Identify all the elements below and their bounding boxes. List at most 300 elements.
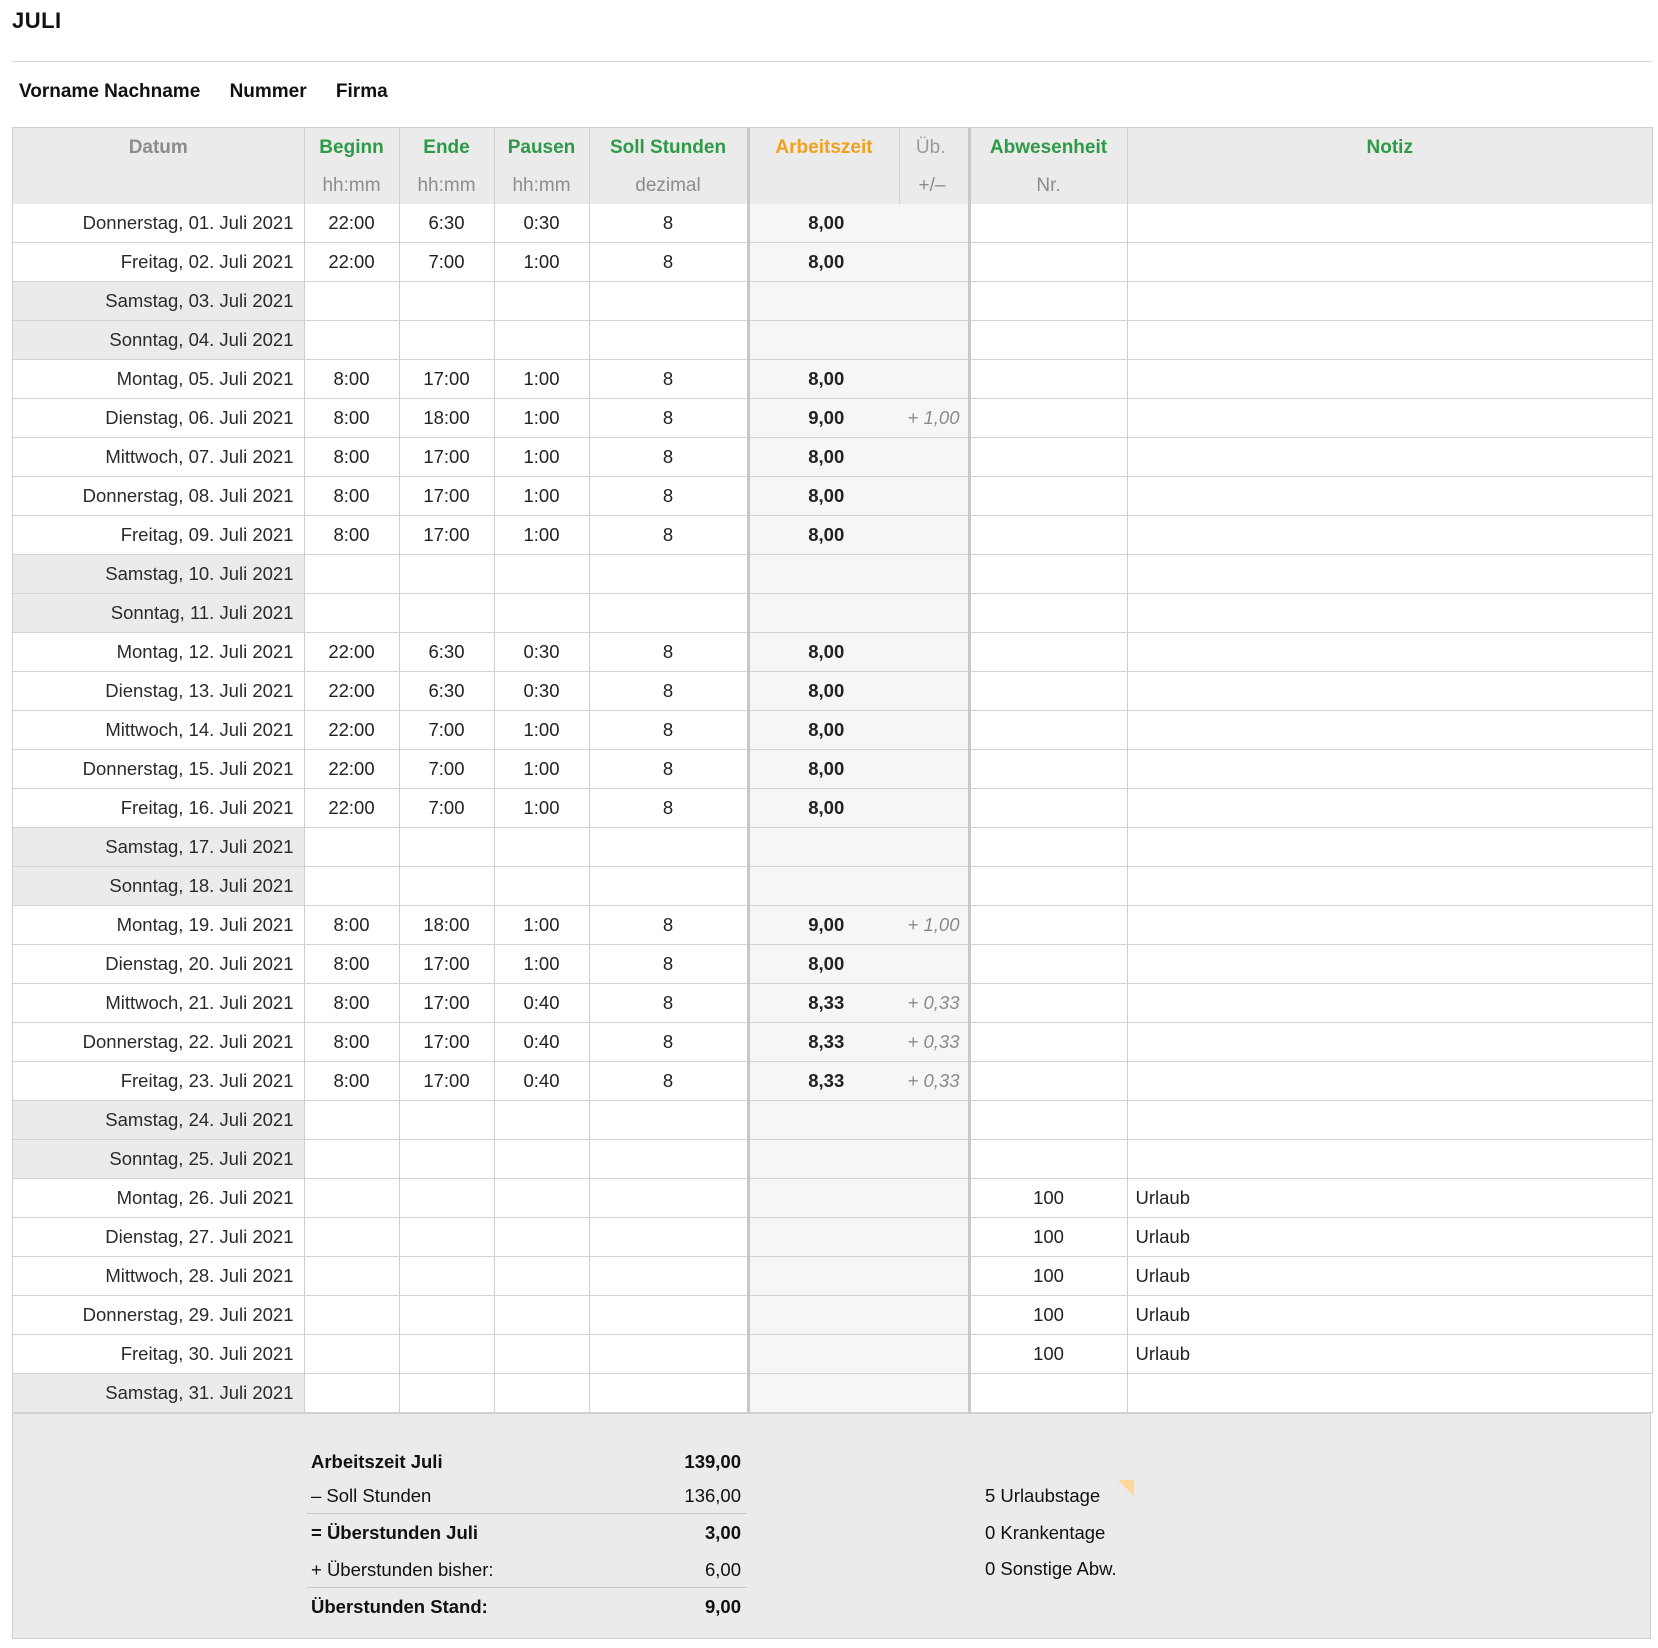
day-date: Montag, 26. Juli 2021 [13,1179,304,1218]
soll-cell[interactable] [589,1218,748,1257]
soll-cell[interactable]: 8 [589,399,748,438]
day-date: Freitag, 16. Juli 2021 [13,789,304,828]
arbeitszeit-cell [748,1218,899,1257]
pausen-cell[interactable] [494,1218,589,1257]
notiz-cell[interactable] [1127,594,1652,633]
summary-soll [307,1477,747,1513]
ende-cell[interactable]: 6:30 [399,633,494,672]
pausen-cell[interactable]: 1:00 [494,711,589,750]
soll-cell[interactable]: 8 [589,711,748,750]
soll-cell[interactable]: 8 [589,1062,748,1101]
summary-stand [307,1587,747,1624]
ende-cell[interactable]: 17:00 [399,1023,494,1062]
abwesenheit-cell[interactable] [969,516,1127,555]
notiz-cell[interactable] [1127,243,1652,282]
beginn-cell[interactable]: 22:00 [304,789,399,828]
ueberstunden-cell [899,477,969,516]
beginn-cell[interactable]: 8:00 [304,984,399,1023]
notiz-cell[interactable] [1127,1023,1652,1062]
ende-cell[interactable]: 17:00 [399,945,494,984]
ende-cell[interactable] [399,321,494,360]
table-row [13,711,1652,750]
soll-cell[interactable]: 8 [589,438,748,477]
abwesenheit-cell[interactable] [969,321,1127,360]
soll-cell[interactable] [589,1101,748,1140]
pausen-cell[interactable]: 1:00 [494,906,589,945]
table-row [13,672,1652,711]
notiz-cell[interactable] [1127,1101,1652,1140]
table-row [13,1296,1652,1335]
soll-cell[interactable] [589,1374,748,1413]
ueberstunden-cell [899,1296,969,1335]
table-row [13,1374,1652,1413]
ueberstunden-cell [899,243,969,282]
soll-cell[interactable] [589,321,748,360]
month-title: JULI [12,8,62,33]
pausen-cell[interactable] [494,1257,589,1296]
ueberstunden-cell [899,945,969,984]
employee-info [19,81,412,103]
ueberstunden-cell [899,204,969,243]
ende-cell[interactable]: 17:00 [399,984,494,1023]
header-arbeitszeit: Arbeitszeit [748,128,899,168]
beginn-cell[interactable] [304,1179,399,1218]
ueberstunden-cell [899,633,969,672]
ende-cell[interactable]: 7:00 [399,750,494,789]
pausen-cell[interactable]: 1:00 [494,516,589,555]
employee-number[interactable]: Nummer [229,81,307,102]
soll-cell[interactable]: 8 [589,945,748,984]
beginn-cell[interactable]: 8:00 [304,516,399,555]
pausen-cell[interactable] [494,321,589,360]
beginn-cell[interactable]: 8:00 [304,477,399,516]
beginn-cell[interactable]: 8:00 [304,438,399,477]
pausen-cell[interactable] [494,1296,589,1335]
pausen-cell[interactable] [494,1101,589,1140]
header-soll-unit: dezimal [589,168,748,204]
ueberstunden-cell [899,594,969,633]
beginn-cell[interactable] [304,282,399,321]
ende-cell[interactable]: 17:00 [399,1062,494,1101]
summary-bisher [307,1551,747,1587]
abwesenheit-cell[interactable] [969,1023,1127,1062]
ende-cell[interactable]: 17:00 [399,516,494,555]
ende-cell[interactable] [399,1374,494,1413]
ueberstunden-cell: + 1,00 [899,906,969,945]
ende-cell[interactable] [399,1257,494,1296]
comment-marker-icon[interactable] [1118,1480,1134,1496]
table-row [13,984,1652,1023]
day-date: Samstag, 31. Juli 2021 [13,1374,304,1413]
soll-cell[interactable] [589,1179,748,1218]
beginn-cell[interactable] [304,1374,399,1413]
arbeitszeit-cell: 8,00 [748,204,899,243]
beginn-cell[interactable] [304,1257,399,1296]
arbeitszeit-cell [748,1101,899,1140]
soll-cell[interactable]: 8 [589,633,748,672]
abwesenheit-cell[interactable] [969,828,1127,867]
soll-cell[interactable]: 8 [589,672,748,711]
summary-krankentage: 0 Krankentage [985,1522,1106,1543]
soll-cell[interactable]: 8 [589,906,748,945]
header-beginn-unit: hh:mm [304,168,399,204]
ende-cell[interactable] [399,828,494,867]
soll-cell[interactable] [589,828,748,867]
summary-bisher-value[interactable]: 6,00 [704,1559,741,1580]
beginn-cell[interactable] [304,1218,399,1257]
abwesenheit-cell[interactable] [969,399,1127,438]
abwesenheit-cell[interactable] [969,789,1127,828]
ende-cell[interactable]: 18:00 [399,399,494,438]
summary-urlaubstage: 5 Urlaubstage [985,1485,1101,1506]
abwesenheit-cell[interactable] [969,204,1127,243]
notiz-cell[interactable] [1127,204,1652,243]
beginn-cell[interactable]: 8:00 [304,945,399,984]
beginn-cell[interactable]: 22:00 [304,750,399,789]
ende-cell[interactable]: 7:00 [399,789,494,828]
day-date: Dienstag, 06. Juli 2021 [13,399,304,438]
abwesenheit-cell[interactable] [969,672,1127,711]
table-row [13,828,1652,867]
abwesenheit-cell[interactable]: 100 [969,1218,1127,1257]
notiz-cell[interactable]: Urlaub [1127,1179,1652,1218]
header-notiz: Notiz [1127,128,1652,168]
pausen-cell[interactable] [494,1140,589,1179]
table-row [13,633,1652,672]
ueberstunden-cell [899,321,969,360]
arbeitszeit-cell: 8,00 [748,438,899,477]
ende-cell[interactable]: 7:00 [399,711,494,750]
notiz-cell[interactable] [1127,282,1652,321]
beginn-cell[interactable]: 8:00 [304,1062,399,1101]
abwesenheit-cell[interactable] [969,594,1127,633]
ende-cell[interactable] [399,1179,494,1218]
beginn-cell[interactable] [304,555,399,594]
day-date: Montag, 19. Juli 2021 [13,906,304,945]
notiz-cell[interactable] [1127,1140,1652,1179]
pausen-cell[interactable] [494,1374,589,1413]
soll-cell[interactable] [589,1257,748,1296]
timesheet-table [13,128,1652,1413]
day-date: Donnerstag, 08. Juli 2021 [13,477,304,516]
pausen-cell[interactable]: 1:00 [494,945,589,984]
beginn-cell[interactable] [304,1296,399,1335]
soll-cell[interactable]: 8 [589,204,748,243]
summary-arbeitszeit-label: Arbeitszeit Juli [311,1451,443,1472]
ende-cell[interactable]: 6:30 [399,204,494,243]
pausen-cell[interactable]: 1:00 [494,399,589,438]
abwesenheit-cell[interactable] [969,282,1127,321]
abwesenheit-cell[interactable] [969,711,1127,750]
ende-cell[interactable] [399,867,494,906]
day-date: Mittwoch, 14. Juli 2021 [13,711,304,750]
day-date: Samstag, 17. Juli 2021 [13,828,304,867]
soll-cell[interactable]: 8 [589,516,748,555]
pausen-cell[interactable] [494,594,589,633]
arbeitszeit-cell: 8,33 [748,1023,899,1062]
day-date: Sonntag, 25. Juli 2021 [13,1140,304,1179]
beginn-cell[interactable]: 8:00 [304,360,399,399]
beginn-cell[interactable] [304,828,399,867]
day-date: Mittwoch, 21. Juli 2021 [13,984,304,1023]
notiz-cell[interactable] [1127,750,1652,789]
title-divider [12,61,1652,62]
ueberstunden-cell [899,1218,969,1257]
summary-arbeitszeit-value: 139,00 [684,1451,741,1472]
employee-name[interactable]: Vorname Nachname [19,81,201,102]
ende-cell[interactable] [399,1140,494,1179]
table-row [13,789,1652,828]
pausen-cell[interactable] [494,828,589,867]
arbeitszeit-cell [748,828,899,867]
table-row [13,594,1652,633]
header-soll-stunden: Soll Stunden [589,128,748,168]
abwesenheit-cell[interactable]: 100 [969,1335,1127,1374]
table-row [13,1101,1652,1140]
abwesenheit-cell[interactable] [969,438,1127,477]
notiz-cell[interactable] [1127,789,1652,828]
day-date: Mittwoch, 07. Juli 2021 [13,438,304,477]
pausen-cell[interactable] [494,1179,589,1218]
ueberstunden-cell [899,867,969,906]
soll-cell[interactable]: 8 [589,243,748,282]
ende-cell[interactable]: 7:00 [399,243,494,282]
arbeitszeit-cell [748,555,899,594]
summary-ueberstunden-value: 3,00 [704,1522,741,1543]
soll-cell[interactable] [589,1140,748,1179]
notiz-cell[interactable] [1127,711,1652,750]
abwesenheit-cell[interactable] [969,1101,1127,1140]
beginn-cell[interactable]: 22:00 [304,633,399,672]
notiz-cell[interactable] [1127,1374,1652,1413]
ende-cell[interactable]: 17:00 [399,438,494,477]
soll-cell[interactable] [589,282,748,321]
abwesenheit-cell[interactable]: 100 [969,1257,1127,1296]
notiz-cell[interactable] [1127,633,1652,672]
header-datum-unit [13,168,304,204]
pausen-cell[interactable] [494,282,589,321]
soll-cell[interactable] [589,1335,748,1374]
pausen-cell[interactable]: 1:00 [494,438,589,477]
day-date: Freitag, 30. Juli 2021 [13,1335,304,1374]
ueberstunden-cell [899,828,969,867]
notiz-cell[interactable] [1127,477,1652,516]
arbeitszeit-cell: 8,00 [748,945,899,984]
ueberstunden-cell [899,438,969,477]
soll-cell[interactable] [589,555,748,594]
ende-cell[interactable] [399,594,494,633]
pausen-cell[interactable]: 0:30 [494,672,589,711]
table-row [13,516,1652,555]
beginn-cell[interactable] [304,321,399,360]
table-row [13,243,1652,282]
pausen-cell[interactable]: 1:00 [494,360,589,399]
notiz-cell[interactable] [1127,984,1652,1023]
arbeitszeit-cell: 9,00 [748,906,899,945]
abwesenheit-cell[interactable] [969,945,1127,984]
soll-cell[interactable]: 8 [589,360,748,399]
beginn-cell[interactable]: 8:00 [304,1023,399,1062]
beginn-cell[interactable] [304,594,399,633]
abwesenheit-cell[interactable] [969,633,1127,672]
soll-cell[interactable]: 8 [589,750,748,789]
notiz-cell[interactable] [1127,321,1652,360]
table-row [13,399,1652,438]
notiz-cell[interactable] [1127,672,1652,711]
abwesenheit-cell[interactable] [969,984,1127,1023]
header-pausen: Pausen [494,128,589,168]
notiz-cell[interactable] [1127,555,1652,594]
abwesenheit-cell[interactable] [969,1374,1127,1413]
soll-cell[interactable] [589,594,748,633]
pausen-cell[interactable] [494,867,589,906]
soll-cell[interactable] [589,867,748,906]
pausen-cell[interactable]: 0:40 [494,1062,589,1101]
pausen-cell[interactable]: 1:00 [494,243,589,282]
ende-cell[interactable] [399,1335,494,1374]
pausen-cell[interactable]: 0:30 [494,204,589,243]
arbeitszeit-cell [748,594,899,633]
header-ueberstunden: Üb. [899,128,969,168]
pausen-cell[interactable]: 0:40 [494,984,589,1023]
day-date: Dienstag, 20. Juli 2021 [13,945,304,984]
pausen-cell[interactable]: 1:00 [494,477,589,516]
table-row [13,477,1652,516]
table-row [13,867,1652,906]
pausen-cell[interactable]: 1:00 [494,789,589,828]
soll-cell[interactable] [589,1296,748,1335]
soll-cell[interactable]: 8 [589,984,748,1023]
pausen-cell[interactable] [494,555,589,594]
arbeitszeit-cell: 8,00 [748,711,899,750]
notiz-cell[interactable]: Urlaub [1127,1257,1652,1296]
table-row [13,1335,1652,1374]
pausen-cell[interactable]: 0:40 [494,1023,589,1062]
soll-cell[interactable]: 8 [589,477,748,516]
ende-cell[interactable]: 6:30 [399,672,494,711]
notiz-cell[interactable] [1127,360,1652,399]
abwesenheit-cell[interactable] [969,1062,1127,1101]
ueberstunden-cell: + 0,33 [899,1023,969,1062]
ueberstunden-cell [899,1101,969,1140]
ende-cell[interactable]: 17:00 [399,360,494,399]
table-row [13,945,1652,984]
employee-company[interactable]: Firma [335,81,388,102]
beginn-cell[interactable]: 22:00 [304,204,399,243]
notiz-cell[interactable]: Urlaub [1127,1335,1652,1374]
ende-cell[interactable] [399,282,494,321]
summary-panel [12,1413,1651,1639]
arbeitszeit-cell: 8,33 [748,984,899,1023]
ueberstunden-cell [899,1179,969,1218]
header-pausen-unit: hh:mm [494,168,589,204]
abwesenheit-cell[interactable] [969,243,1127,282]
notiz-cell[interactable] [1127,516,1652,555]
arbeitszeit-cell [748,1140,899,1179]
soll-cell[interactable]: 8 [589,789,748,828]
header-datum: Datum [13,128,304,168]
header-notiz-unit [1127,168,1652,204]
abwesenheit-cell[interactable]: 100 [969,1296,1127,1335]
soll-cell[interactable]: 8 [589,1023,748,1062]
day-date: Freitag, 09. Juli 2021 [13,516,304,555]
day-date: Samstag, 24. Juli 2021 [13,1101,304,1140]
ueberstunden-cell [899,1335,969,1374]
beginn-cell[interactable] [304,1101,399,1140]
notiz-cell[interactable] [1127,867,1652,906]
notiz-cell[interactable] [1127,399,1652,438]
ueberstunden-cell [899,1257,969,1296]
beginn-cell[interactable] [304,867,399,906]
ueberstunden-cell [899,1140,969,1179]
table-row [13,555,1652,594]
arbeitszeit-cell: 8,00 [748,633,899,672]
ueberstunden-cell [899,711,969,750]
ende-cell[interactable]: 18:00 [399,906,494,945]
ende-cell[interactable] [399,1101,494,1140]
header-abwesenheit: Abwesenheit [969,128,1127,168]
abwesenheit-cell[interactable] [969,867,1127,906]
table-row [13,1179,1652,1218]
ende-cell[interactable] [399,1296,494,1335]
day-date: Donnerstag, 15. Juli 2021 [13,750,304,789]
header-ueberstunden-unit: +/– [899,168,969,204]
day-date: Donnerstag, 01. Juli 2021 [13,204,304,243]
pausen-cell[interactable]: 1:00 [494,750,589,789]
arbeitszeit-cell: 8,33 [748,1062,899,1101]
beginn-cell[interactable]: 22:00 [304,672,399,711]
beginn-cell[interactable]: 22:00 [304,243,399,282]
abwesenheit-cell[interactable] [969,750,1127,789]
arbeitszeit-cell: 8,00 [748,516,899,555]
abwesenheit-cell[interactable] [969,555,1127,594]
beginn-cell[interactable]: 8:00 [304,906,399,945]
table-row [13,282,1652,321]
ende-cell[interactable]: 17:00 [399,477,494,516]
abwesenheit-cell[interactable] [969,1140,1127,1179]
notiz-cell[interactable] [1127,906,1652,945]
abwesenheit-cell[interactable] [969,360,1127,399]
notiz-cell[interactable] [1127,1062,1652,1101]
day-date: Sonntag, 11. Juli 2021 [13,594,304,633]
arbeitszeit-cell [748,867,899,906]
notiz-cell[interactable] [1127,828,1652,867]
notiz-cell[interactable]: Urlaub [1127,1296,1652,1335]
day-date: Samstag, 10. Juli 2021 [13,555,304,594]
abwesenheit-cell[interactable] [969,477,1127,516]
notiz-cell[interactable]: Urlaub [1127,1218,1652,1257]
ende-cell[interactable] [399,555,494,594]
ende-cell[interactable] [399,1218,494,1257]
pausen-cell[interactable] [494,1335,589,1374]
beginn-cell[interactable]: 8:00 [304,399,399,438]
abwesenheit-cell[interactable]: 100 [969,1179,1127,1218]
arbeitszeit-cell [748,282,899,321]
notiz-cell[interactable] [1127,945,1652,984]
beginn-cell[interactable]: 22:00 [304,711,399,750]
beginn-cell[interactable] [304,1140,399,1179]
pausen-cell[interactable]: 0:30 [494,633,589,672]
day-date: Montag, 12. Juli 2021 [13,633,304,672]
beginn-cell[interactable] [304,1335,399,1374]
notiz-cell[interactable] [1127,438,1652,477]
arbeitszeit-cell: 9,00 [748,399,899,438]
summary-ueberstunden-label: = Überstunden Juli [311,1522,479,1543]
abwesenheit-cell[interactable] [969,906,1127,945]
arbeitszeit-cell: 8,00 [748,477,899,516]
header-beginn: Beginn [304,128,399,168]
day-date: Donnerstag, 29. Juli 2021 [13,1296,304,1335]
